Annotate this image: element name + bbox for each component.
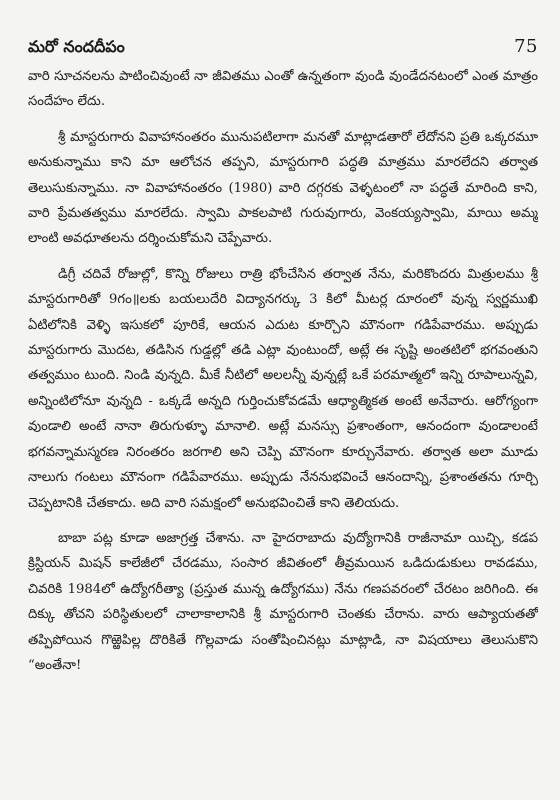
paragraph-degree-days: డిగ్రీ చదివే రోజుల్లో, కొన్ని రోజులు రాత్రి భోంచేసిన తర్వాత నేను, మరికొందరు మిత్రులము శ్రీ మాస్టరుగారితో 9గం॥లకు బయలుదేరి విద్యానగర్కు 3 కిలో మీటర్ల దూరంలో వున్న స్వర్ణముఖి ఏటిలోనికి వెళ్ళి ఇసుకలో పూరికే, ఆయన ఎదుట కూర్చొని మౌనంగా గడిపేవారము. అప్పుడు మాస్టరుగారు మొదట, తడిసిన గుడ్డల్లో తడి ఎట్లా వుంటుందో, అట్లే ఈ సృష్టి అంతటిలో భగవంతుని తత్వముం టుంది. నిండి వున్నది. మీకే నీటిలో అలలన్నీ వున్నట్లే ఒకే పరమాత్మలో ఇన్ని రూపాలున్నవి, అన్నింటిలోనూ వున్నది - ఒక్కడే అన్నది గుర్తించుకోవడమే ఆధ్యాత్మికత అంటే అనేవారు. ఆరోగ్యంగా వుండాలి అంటే నానా తిరుగుళ్ళూ మానాలి. అట్లే మనస్సు ప్రశాంతంగా, ఆనందంగా వుండాలంటే భగవన్నామస్మరణ నిరంతరం జరగాలి అని చెప్పి మౌనంగా కూర్చునేవారు. తర్వాత అలా మూడు నాలుగు గంటలు మౌనంగా గడిపేవారము. అప్పుడు నేననుభవించే ఆనందాన్ని, ప్రశాంతతను గూర్చి చెప్పటానికి చేతకాదు. అది వారి సమక్షంలో అనుభవించితే కాని తెలియదు. [28, 266, 538, 511]
page-number: 75 [514, 36, 538, 57]
paragraph-masters-marriage: శ్రీ మాస్టరుగారు వివాహానంతరం మునుపటిలాగా మనతో మాట్లాడతారో లేదోనని ప్రతి ఒక్కరమూ అనుకున్నాము కాని మా ఆలోచన తప్పని, మాస్టరుగారి పద్ధతి మాత్రము మారలేదని తర్వాత తెలుసుకున్నాము. నా వివాహానంతరం (1980) వారి దగ్గరకు వెళ్ళటంలో నా పద్ధతే మారింది కాని, వారి ప్రేమతత్వము మారలేదు. స్వామి పాకలపాటి గురువుగారు, వెంకయ్యస్వామి, మాయి అమ్మ లాంటి అవధూతలను దర్శించుకోమని చెప్పేవారు. [28, 129, 538, 247]
paragraph-baba: బాబా పట్ల కూడా అజాగ్రత్త చేశాను. నా హైదరాబాదు వుద్యోగానికి రాజీనామా యిచ్చి, కడప క్రిస్టియన్ మిషన్ కాలేజీలో చేరడము, సంసార జీవితంలో తీవ్రమయిన ఒడిదుడుకులు రావడము, చివరికి 1984లో ఉద్యోగరీత్యా (ప్రస్తుత మున్న ఉద్యోగము) నేను గణపవరంలో చేరటం జరిగింది. ఈ దిక్కు తోచని పరిస్థితులలో చాలాకాలానికి శ్రీ మాస్టరుగారి చెంతకు చేరాను. వారు ఆప్యాయతతో తప్పిపోయిన గొఱ్ఱెపిల్ల దొరికితే గొల్లవాడు సంతోషించినట్లు మాట్లాడి, నా విషయాలు తెలుసుకొని “అంతేనా! [28, 530, 538, 673]
paragraph-continuation: వారి సూచనలను పాటించివుంటే నా జీవితము ఎంతో ఉన్నతంగా వుండి వుండేదనటంలో ఎంత మాత్రం సందేహం లేదు. [28, 69, 538, 110]
running-title: మరో నందదీపం [28, 37, 125, 56]
page-header [28, 36, 538, 60]
body-text [28, 64, 538, 792]
